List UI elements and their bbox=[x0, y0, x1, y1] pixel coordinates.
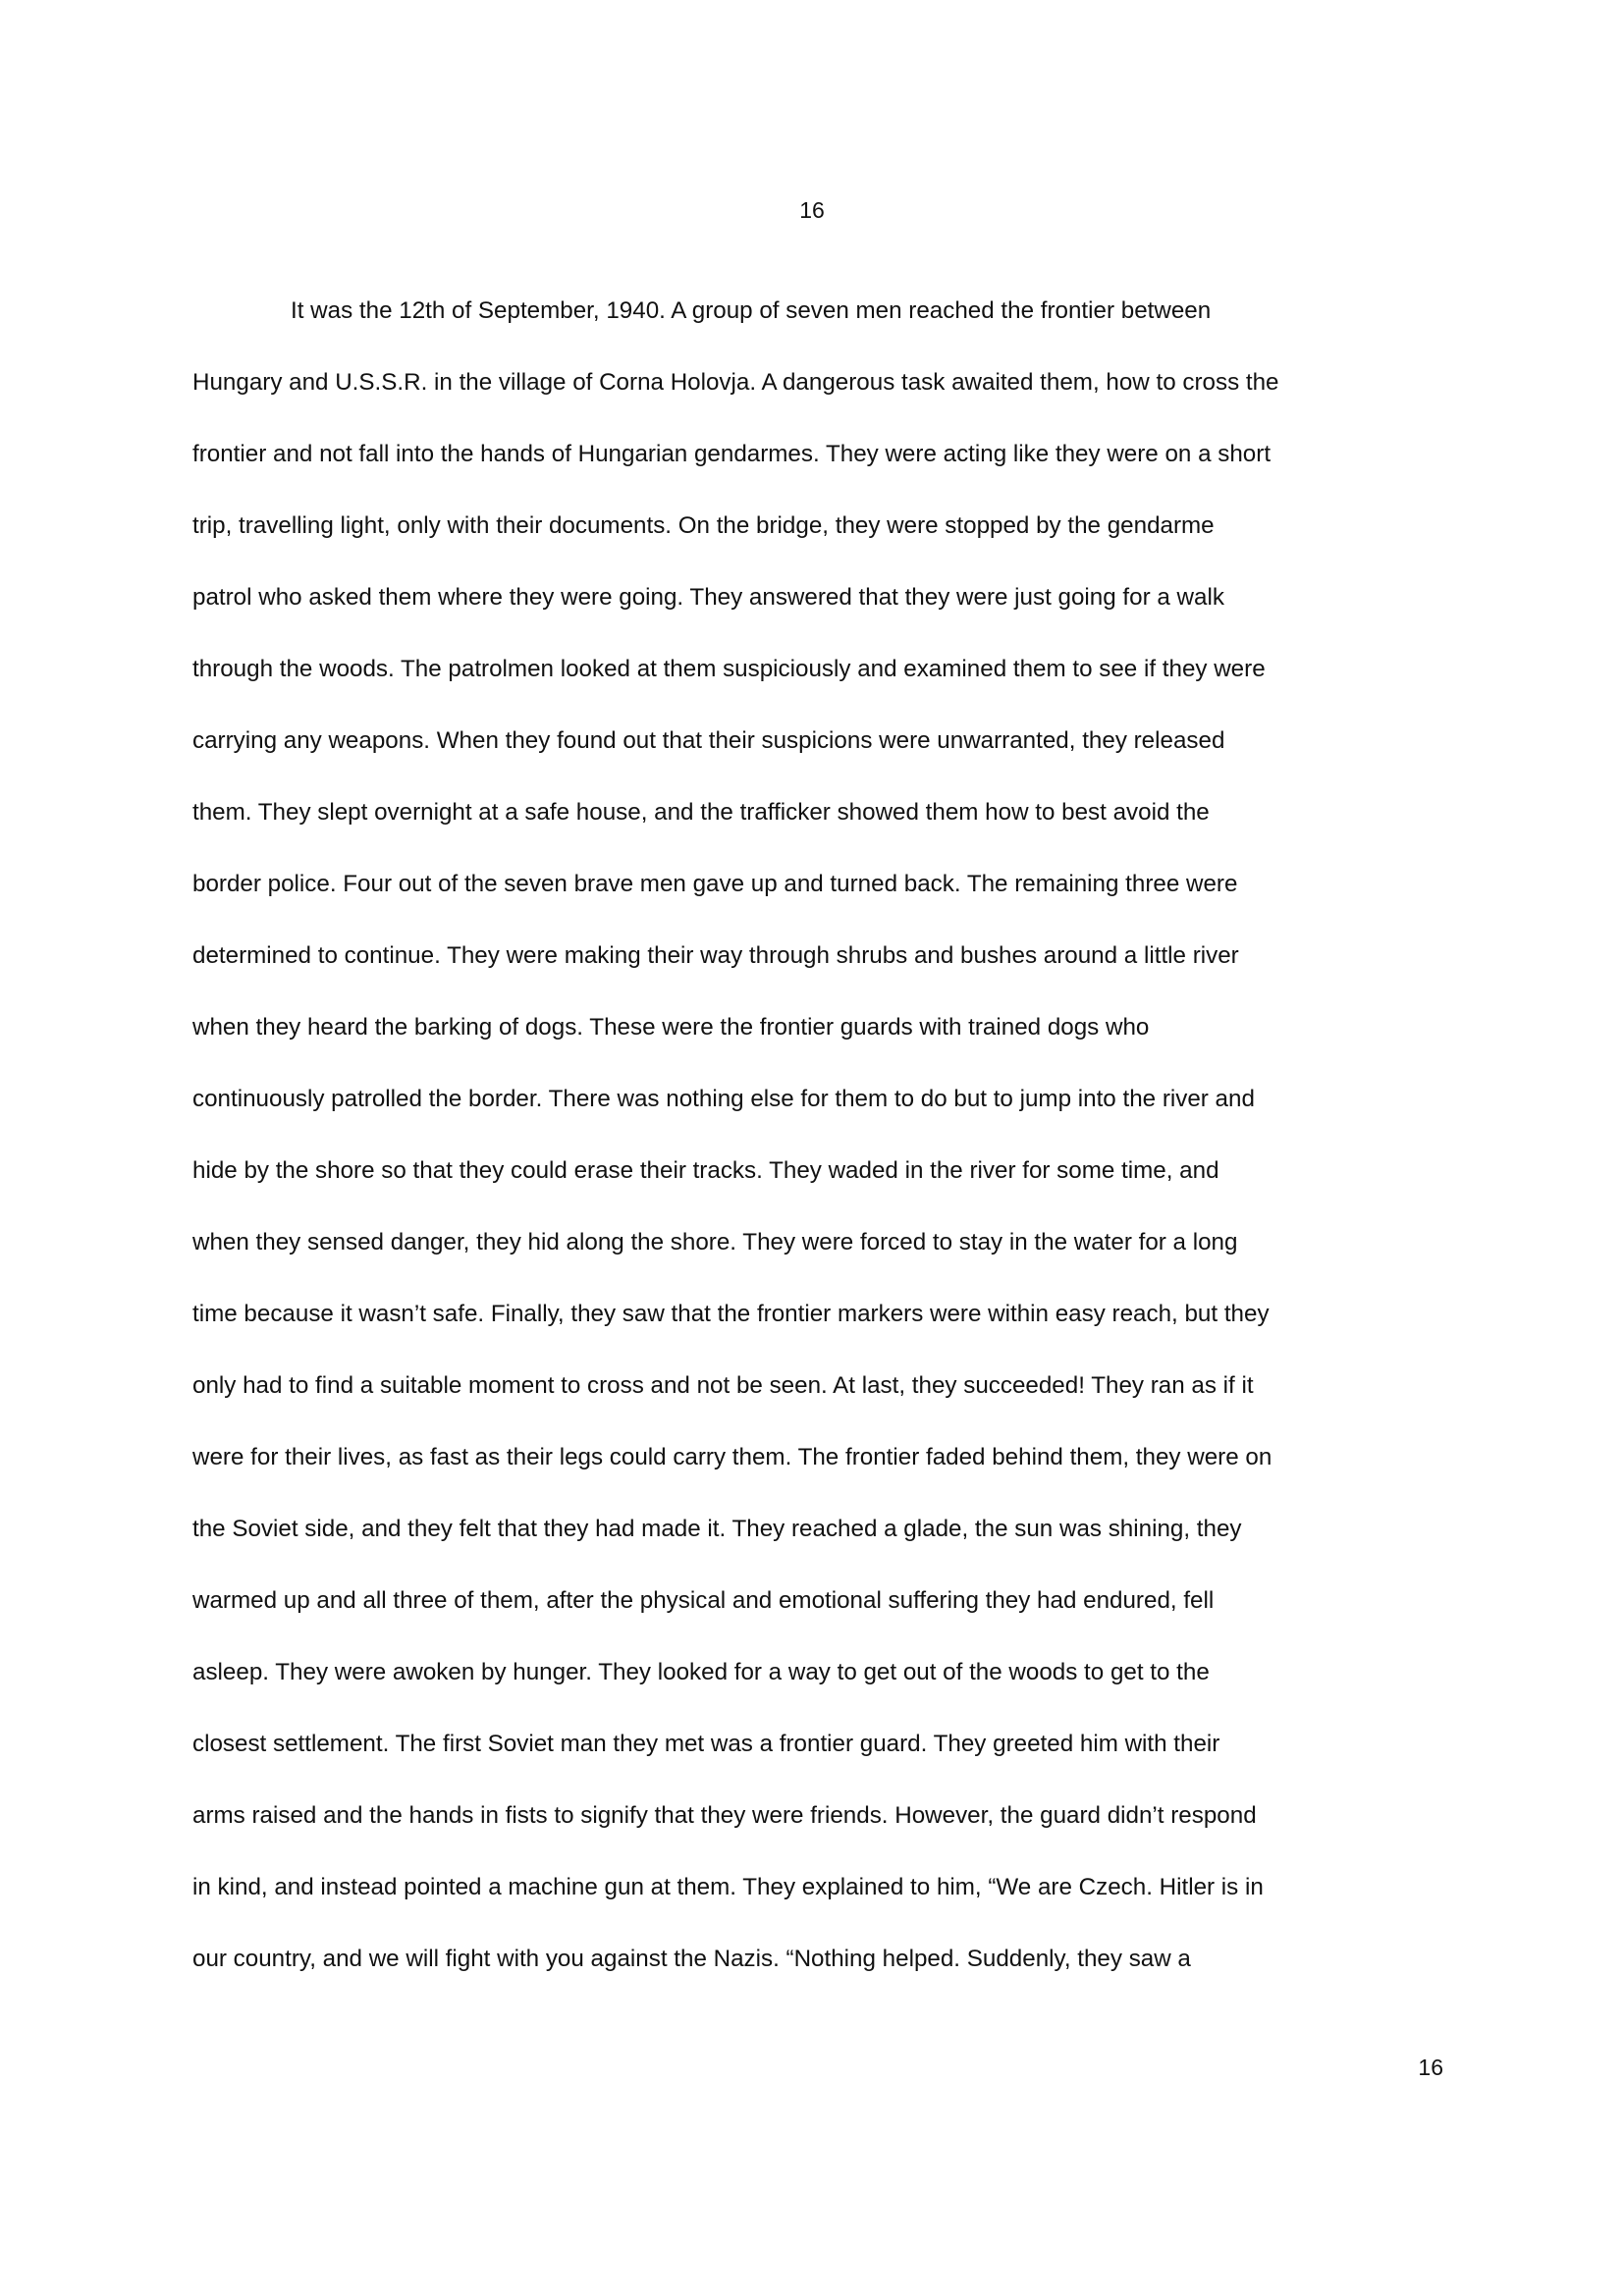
text-line: time because it wasn’t safe. Finally, they saw that the frontier markers were within easy reach, but they bbox=[192, 1301, 1270, 1327]
text-line: Hungary and U.S.S.R. in the village of Corna Holovja. A dangerous task awaited them, how to cross the bbox=[192, 369, 1279, 396]
text-line: warmed up and all three of them, after the physical and emotional suffering they had endured, fell bbox=[192, 1587, 1215, 1614]
text-line: through the woods. The patrolmen looked at them suspiciously and examined them to see if they were bbox=[192, 656, 1266, 682]
text-line: determined to continue. They were making their way through shrubs and bushes around a little river bbox=[192, 942, 1239, 969]
text-line: when they sensed danger, they hid along the shore. They were forced to stay in the water for a long bbox=[192, 1229, 1238, 1255]
text-line: them. They slept overnight at a safe house, and the trafficker showed them how to best avoid the bbox=[192, 799, 1210, 826]
text-line: trip, travelling light, only with their documents. On the bridge, they were stopped by the gendarme bbox=[192, 512, 1215, 539]
text-line: carrying any weapons. When they found out that their suspicions were unwarranted, they released bbox=[192, 727, 1225, 754]
text-line: in kind, and instead pointed a machine gun at them. They explained to him, “We are Czech. Hitler is in bbox=[192, 1874, 1264, 1900]
text-line: It was the 12th of September, 1940. A group of seven men reached the frontier between bbox=[291, 297, 1212, 324]
text-line: were for their lives, as fast as their legs could carry them. The frontier faded behind them, they were on bbox=[192, 1444, 1272, 1470]
body-paragraph bbox=[192, 287, 1449, 2006]
text-line: the Soviet side, and they felt that they had made it. They reached a glade, the sun was shining, they bbox=[192, 1516, 1242, 1542]
text-line: arms raised and the hands in fists to signify that they were friends. However, the guard didn’t respond bbox=[192, 1802, 1257, 1829]
text-line: continuously patrolled the border. There was nothing else for them to do but to jump into the river and bbox=[192, 1086, 1255, 1112]
text-line: patrol who asked them where they were going. They answered that they were just going for a walk bbox=[192, 584, 1224, 611]
text-line: closest settlement. The first Soviet man they met was a frontier guard. They greeted him with their bbox=[192, 1731, 1220, 1757]
page-number-top: 16 bbox=[799, 197, 825, 223]
page-number-bottom: 16 bbox=[1418, 2055, 1443, 2080]
text-line: hide by the shore so that they could erase their tracks. They waded in the river for some time, and bbox=[192, 1157, 1219, 1184]
text-line: our country, and we will fight with you against the Nazis. “Nothing helped. Suddenly, they saw a bbox=[192, 1946, 1191, 1972]
text-line: border police. Four out of the seven brave men gave up and turned back. The remaining three were bbox=[192, 871, 1238, 897]
text-line: frontier and not fall into the hands of Hungarian gendarmes. They were acting like they were on a short bbox=[192, 441, 1272, 467]
text-line: asleep. They were awoken by hunger. They looked for a way to get out of the woods to get to the bbox=[192, 1659, 1210, 1685]
text-line: when they heard the barking of dogs. These were the frontier guards with trained dogs who bbox=[192, 1014, 1150, 1041]
text-line: only had to find a suitable moment to cross and not be seen. At last, they succeeded! They ran as if it bbox=[192, 1372, 1254, 1399]
